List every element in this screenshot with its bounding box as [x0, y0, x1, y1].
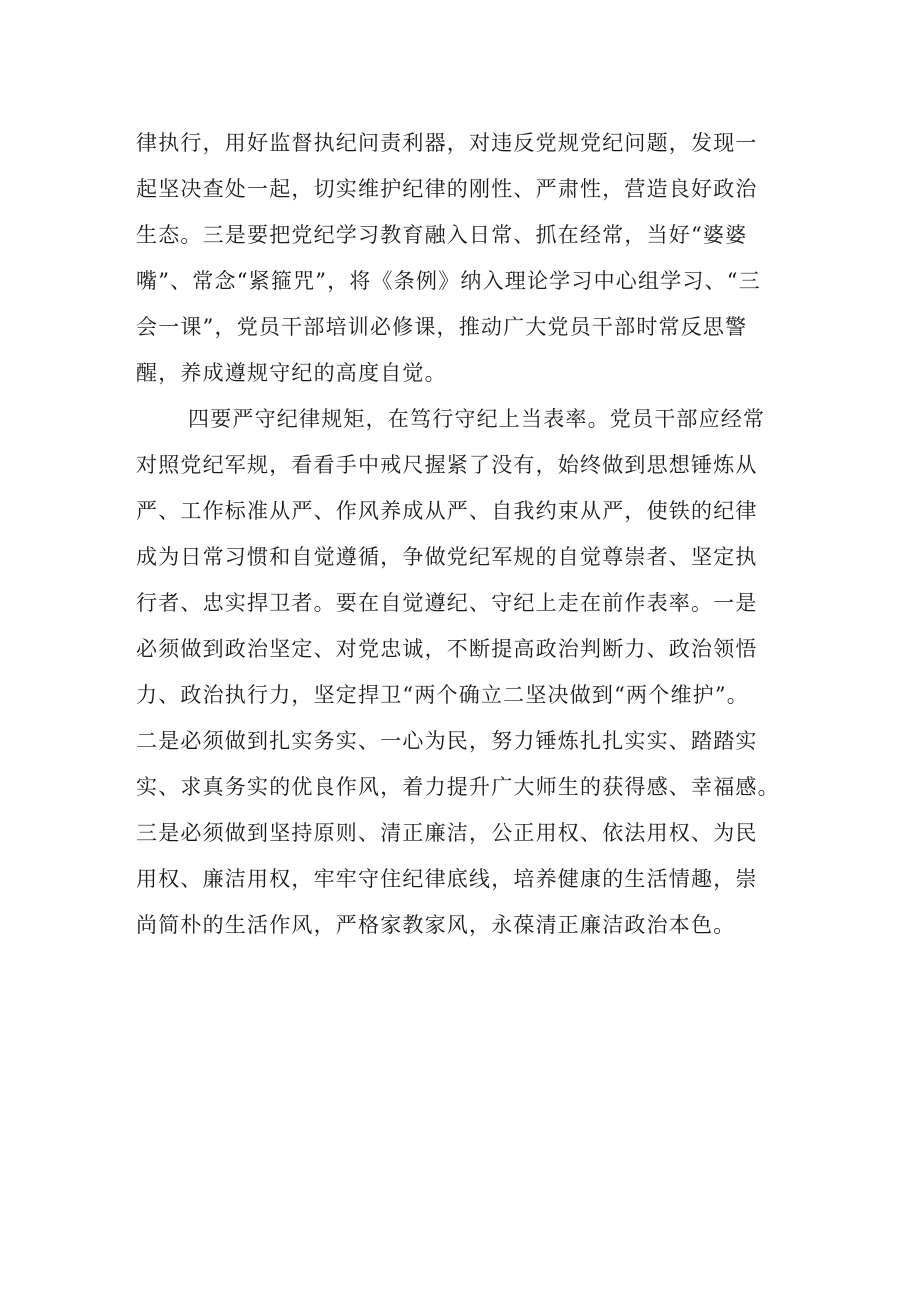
- text-line: 会一课”，党员干部培训必修课，推动广大党员干部时常反思警: [136, 315, 748, 339]
- text-line: 嘴”、常念“紧箍咒”，将《条例》纳入理论学习中心组学习、“三: [136, 269, 761, 293]
- text-line: 力、政治执行力，坚定捍卫“两个确立二坚决做到“两个维护”。: [136, 683, 750, 707]
- text-line: 成为日常习惯和自觉遵循，争做党纪军规的自觉尊崇者、坚定执: [136, 545, 758, 569]
- text-line: 三是必须做到坚持原则、清正廉洁，公正用权、依法用权、为民: [136, 821, 758, 845]
- paragraph-2: [136, 396, 796, 948]
- paragraph-1: [136, 120, 796, 396]
- text-line: 四要严守纪律规矩，在笃行守纪上当表率。党员干部应经常: [188, 407, 766, 431]
- text-line: 二是必须做到扎实务实、一心为民，努力锤炼扎扎实实、踏踏实: [136, 729, 758, 753]
- text-line: 律执行，用好监督执纪问责利器，对违反党规党纪问题，发现一: [136, 131, 758, 155]
- text-line: 尚简朴的生活作风，严格家教家风，永葆清正廉洁政治本色。: [136, 913, 736, 937]
- text-line: 严、工作标准从严、作风养成从严、自我约束从严，使铁的纪律: [136, 499, 758, 523]
- document-body: [136, 120, 796, 948]
- text-line: 起坚决查处一起，切实维护纪律的刚性、严肃性，营造良好政治: [136, 177, 758, 201]
- text-line: 行者、忠实捍卫者。要在自觉遵纪、守纪上走在前作表率。一是: [136, 591, 758, 615]
- text-line: 对照党纪军规，看看手中戒尺握紧了没有，始终做到思想锤炼从: [136, 453, 758, 477]
- text-line: 实、求真务实的优良作风，着力提升广大师生的获得感、幸福感。: [136, 775, 780, 799]
- text-line: 必须做到政治坚定、对党忠诚，不断提高政治判断力、政治领悟: [136, 637, 758, 661]
- text-line: 用权、廉洁用权，牢牢守住纪律底线，培养健康的生活情趣，崇: [136, 867, 758, 891]
- text-line: 醒，养成遵规守纪的高度自觉。: [136, 361, 447, 385]
- text-line: 生态。三是要把党纪学习教育融入日常、抓在经常，当好“婆婆: [136, 223, 748, 247]
